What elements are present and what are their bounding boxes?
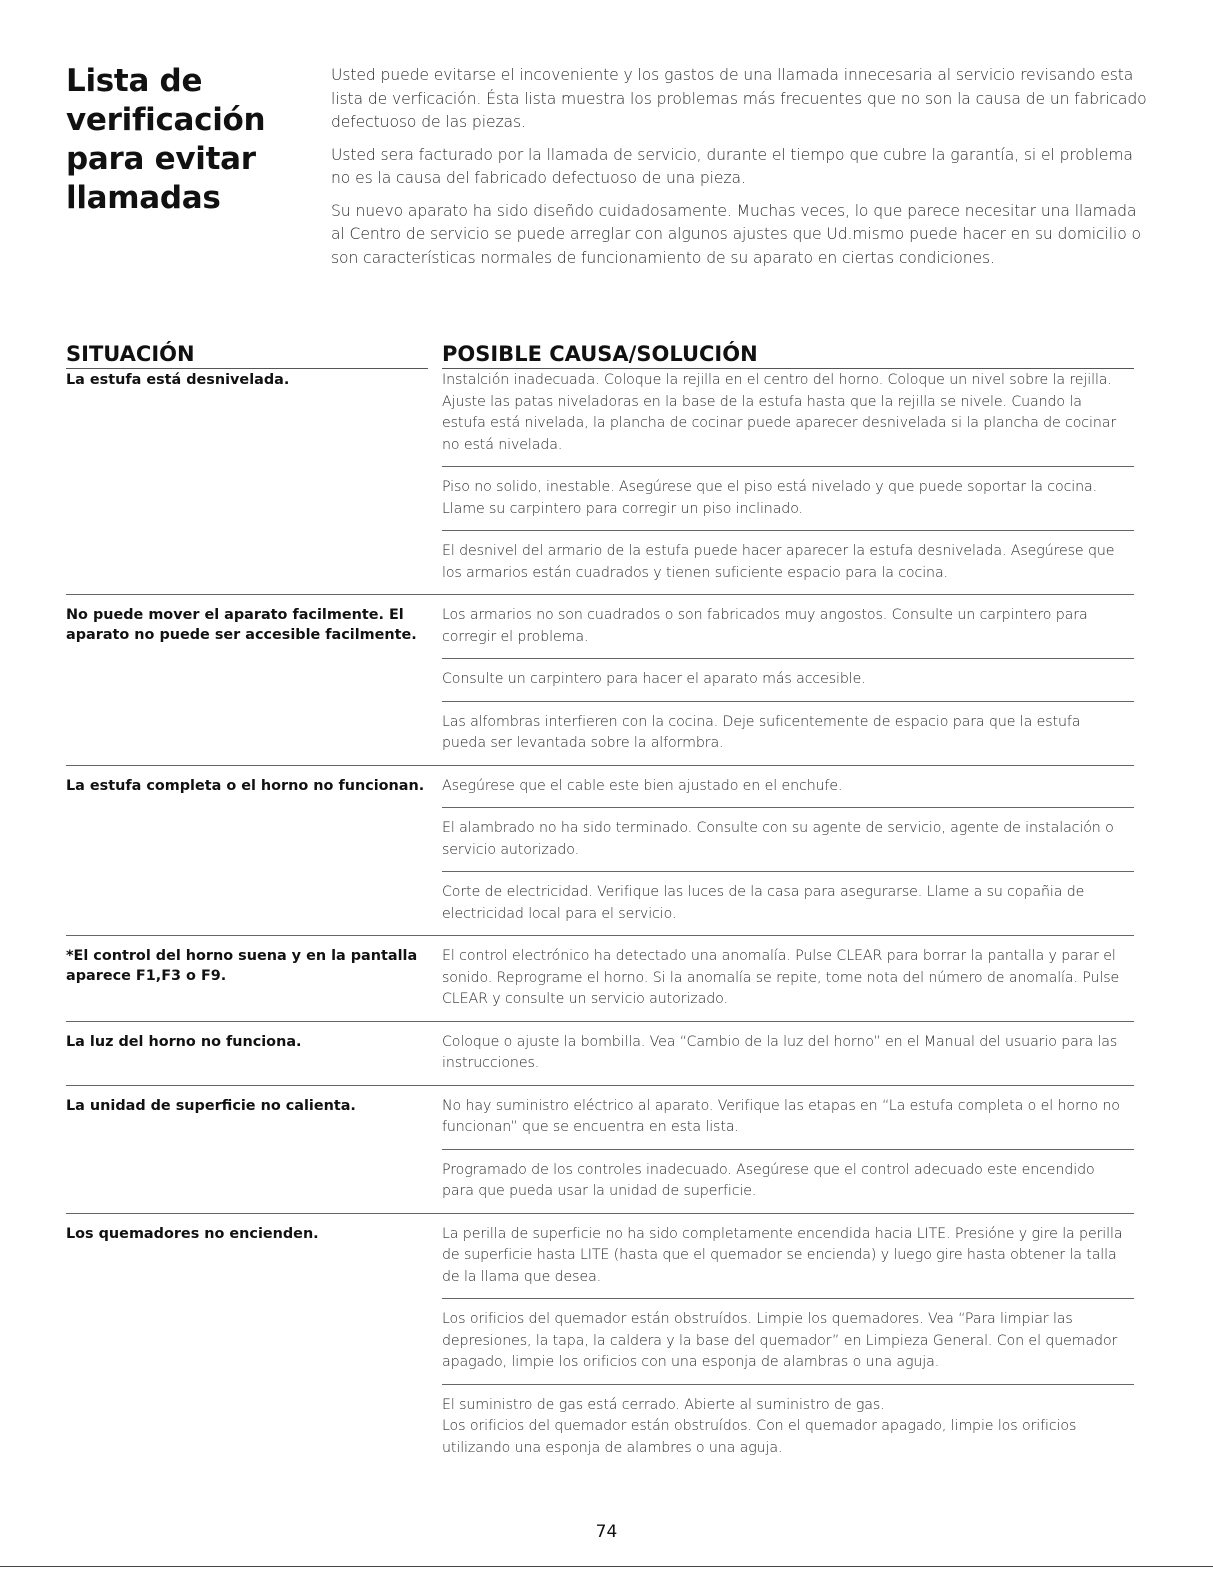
table-row: [66, 1096, 1134, 1214]
solution-list: [442, 1224, 1134, 1460]
solution-text: Los armarios no son cuadrados o son fabricados muy angostos. Consulte un carpintero para corregir el problema.: [442, 607, 1088, 645]
intro-paragraph: Su nuevo aparato ha sido diseñdo cuidadosamente. Muchas veces, lo que parece necesitar una llamada al Centro de servicio se puede arreglar con algunos ajustes que Ud.mismo puede hacer en su domicilio o son características normales de funcionamiento de su aparato en ciertas condiciones.: [331, 201, 1141, 267]
intro-paragraph: Usted sera facturado por la llamada de servicio, durante el tiempo que cubre la garantía, si el problema no es la causa del fabricado defectuoso de una pieza.: [331, 145, 1133, 187]
solution-list: [442, 1032, 1134, 1075]
troubleshooting-table: [66, 370, 1134, 1479]
solution-header: POSIBLE CAUSA/SOLUCIÓN: [442, 342, 758, 366]
situation-text: La estufa está desnivelada.: [66, 372, 290, 388]
solution-list: [442, 1096, 1134, 1203]
footer-divider: [0, 1566, 1213, 1567]
solution-list: [442, 370, 1134, 584]
situation-header: SITUACIÓN: [66, 342, 195, 366]
intro-paragraph: Usted puede evitarse el incoveniente y los gastos de una llamada innecesaria al servicio revisando esta lista de verficación. Ésta lista muestra los problemas más frecuentes que no son la causa de un fabricado defectuoso de las piezas.: [331, 66, 1147, 131]
situation-text: La estufa completa o el horno no funcionan.: [66, 777, 425, 794]
situation-text: La unidad de superficie no calienta.: [66, 1097, 356, 1114]
solution-text: Piso no solido, inestable. Asegúrese que el piso está nivelado y que puede soportar la cocina. Llame su carpintero para corregir un piso inclinado.: [442, 466, 1134, 520]
solution-text: Asegúrese que el cable este bien ajustado en el enchufe.: [442, 777, 843, 794]
solution-text: No hay suministro eléctrico al aparato. Verifique las etapas en “La estufa completa o el horno no funcionan” que se encuentra en esta lista.: [442, 1097, 1120, 1135]
solution-text: El alambrado no ha sido terminado. Consulte con su agente de servicio, agente de instalación o servicio autorizado.: [442, 807, 1134, 861]
page-number: 74: [595, 1522, 618, 1542]
table-row: [66, 946, 1134, 1022]
solution-text: Consulte un carpintero para hacer el aparato más accesible.: [442, 658, 1134, 691]
solution-text: Corte de electricidad. Verifique las luces de la casa para asegurarse. Llame a su copañia de electricidad local para el servicio.: [442, 871, 1134, 925]
situation-text: No puede mover el aparato facilmente. El aparato no puede ser accesible facilmente.: [66, 607, 417, 643]
solution-list: [442, 605, 1134, 755]
intro-section: [331, 64, 1151, 279]
solution-text: Coloque o ajuste la bombilla. Vea “Cambio de la luz del horno” en el Manual del usuario para las instrucciones.: [442, 1033, 1118, 1071]
page-title: Lista de verificación para evitar llamadas: [66, 63, 266, 216]
solution-list: [442, 776, 1134, 926]
table-row: [66, 1032, 1134, 1086]
header-divider: [442, 368, 1134, 369]
situation-text: *El control del horno suena y en la pantalla aparece F1,F3 o F9.: [66, 948, 418, 984]
solution-text: Las alfombras interfieren con la cocina. Deje suficentemente de espacio para que la estufa pueda ser levantada sobre la alformbra.: [442, 701, 1134, 755]
solution-list: [442, 946, 1134, 1011]
solution-text: El suministro de gas está cerrado. Abierte al suministro de gas. Los orificios del quemador están obstruídos. Con el quemador apagado, limpie los orificios utilizando una esponja de alambres o una aguja.: [442, 1384, 1134, 1460]
table-row: [66, 776, 1134, 937]
situation-text: Los quemadores no encienden.: [66, 1225, 319, 1242]
solution-text: Instalción inadecuada. Coloque la rejilla en el centro del horno. Coloque un nivel sobre la rejilla. Ajuste las patas niveladoras en la base de la estufa hasta que la rejilla se nivele. Cuando la estufa está nivelada, la plancha de cocinar puede aparecer desnivelada si la plancha de cocinar no está nivelada.: [442, 372, 1117, 453]
header-divider: [66, 368, 428, 369]
table-row: [66, 605, 1134, 766]
solution-text: Los orificios del quemador están obstruídos. Limpie los quemadores. Vea “Para limpiar las depresiones, la tapa, la caldera y la base del quemador” en Limpieza General. Con el quemador apagado, limpie los orificios con una esponja de alambras o una aguja.: [442, 1298, 1134, 1374]
solution-text: El desnivel del armario de la estufa puede hacer aparecer la estufa desnivelada. Asegúrese que los armarios están cuadrados y tienen suficiente espacio para la cocina.: [442, 530, 1134, 584]
solution-text: El control electrónico ha detectado una anomalía. Pulse CLEAR para borrar la pantalla y parar el sonido. Reprograme el horno. Si la anomalía se repite, tome nota del número de anomalía. Pulse CLEAR y consulte un servicio autorizado.: [442, 948, 1120, 1007]
table-row: [66, 1224, 1134, 1470]
situation-text: La luz del horno no funciona.: [66, 1033, 302, 1050]
solution-text: Programado de los controles inadecuado. Asegúrese que el control adecuado este encendido para que pueda usar la unidad de superficie.: [442, 1149, 1134, 1203]
table-row: [66, 370, 1134, 595]
solution-text: La perilla de superficie no ha sido completamente encendida hacia LITE. Presióne y gire la perilla de superficie hasta LITE (hasta que el quemador se encienda) y luego gire hasta obtener la talla de la llama que desea.: [442, 1225, 1123, 1285]
